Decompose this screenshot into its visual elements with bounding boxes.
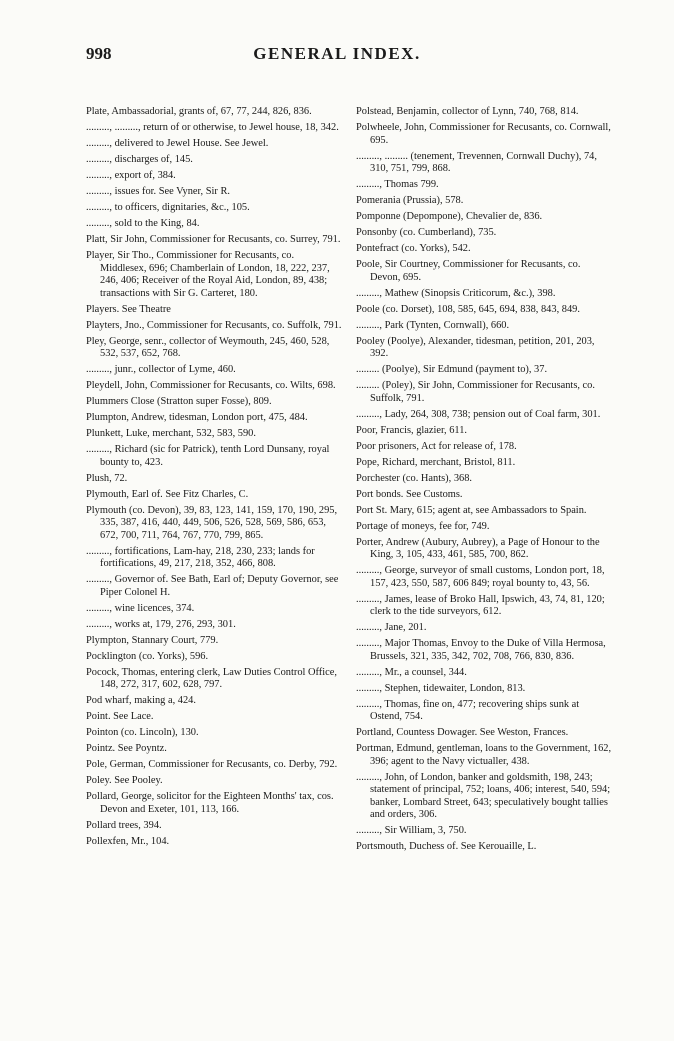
index-entry: Pooley (Poolye), Alexander, tidesman, petition, 201, 203, 392. bbox=[356, 335, 595, 359]
index-entry: ........., Thomas 799. bbox=[356, 179, 439, 190]
index-entry: ........., wine licences, 374. bbox=[86, 602, 195, 614]
index-entry: Pomerania (Prussia), 578. bbox=[356, 195, 464, 206]
index-entry: Poor, Francis, glazier, 611. bbox=[356, 424, 468, 436]
index-entry: ........., ......... (tenement, Trevennen, Cornwall Duchy), 74, 310, 751, 799, 868. bbox=[356, 150, 597, 174]
index-entry: Pollexfen, Mr., 104. bbox=[86, 835, 170, 847]
index-entry: Player, Sir Tho., Commissioner for Recusants, co. Middlesex, 696; Chamberlain of London, 18, 222, 237, 246, 406; Receiver of the Royal Aid, London, 89, 438; transactions with Sir G. Carteret, 180. bbox=[86, 250, 330, 299]
index-entry: Poley. See Pooley. bbox=[86, 775, 163, 786]
index-entry: ........., George, surveyor of small customs, London port, 18, 157, 423, 550, 587, 606 849; royal bounty to, 43, 56. bbox=[356, 565, 605, 589]
index-entry: Pleydell, John, Commissioner for Recusants, co. Wilts, 698. bbox=[86, 380, 336, 391]
index-entry: Players. See Theatre bbox=[86, 303, 171, 315]
index-entry: Pointz. See Poyntz. bbox=[86, 743, 167, 754]
index-entry: Pontefract (co. Yorks), 542. bbox=[356, 243, 471, 254]
index-entry: Pocock, Thomas, entering clerk, Law Duties Control Office, 148, 272, 317, 602, 628, 797. bbox=[86, 666, 337, 690]
index-entry: Poole, Sir Courtney, Commissioner for Recusants, co. Devon, 695. bbox=[356, 259, 581, 283]
index-entry: Pollard trees, 394. bbox=[86, 819, 162, 831]
index-entry: ........., Richard (sic for Patrick), tenth Lord Dunsany, royal bounty to, 423. bbox=[86, 444, 330, 468]
index-column-right bbox=[356, 106, 613, 857]
index-entry: Pointon (co. Lincoln), 130. bbox=[86, 727, 199, 738]
index-entry: Portland, Countess Dowager. See Weston, Frances. bbox=[356, 727, 569, 738]
index-entry: Pole, German, Commissioner for Recusants, co. Derby, 792. bbox=[86, 759, 338, 770]
index-entry: ........., Major Thomas, Envoy to the Duke of Villa Hermosa, Brussels, 321, 335, 342, 702, 708, 766, 830, 836. bbox=[356, 638, 606, 662]
index-entry: ........., Governor of. See Bath, Earl of; Deputy Governor, see Piper Colonel H. bbox=[86, 574, 339, 598]
index-entry: Portman, Edmund, gentleman, loans to the Government, 162, 396; agent to the Navy victualler, 438. bbox=[356, 743, 612, 767]
index-entry: Portage of moneys, fee for, 749. bbox=[356, 520, 490, 532]
index-entry: ........., Thomas, fine on, 477; recovering ships sunk at Ostend, 754. bbox=[356, 698, 580, 722]
index-entry: ........., sold to the King, 84. bbox=[86, 218, 200, 229]
index-entry: ........., John, of London, banker and goldsmith, 198, 243; statement of principal, 752; loans, 406; interest, 540, 594; banker, Lombard Street, 643; speculatively bought tallies and orders, 306. bbox=[356, 771, 611, 820]
index-entry: ........., junr., collector of Lyme, 460. bbox=[86, 364, 236, 375]
index-entry: ........., to officers, dignitaries, &c., 105. bbox=[86, 202, 250, 213]
index-entry: Playters, Jno., Commissioner for Recusants, co. Suffolk, 791. bbox=[86, 319, 342, 331]
index-entry: ........., export of, 384. bbox=[86, 170, 176, 181]
index-entry: Pley, George, senr., collector of Weymouth, 245, 460, 528, 532, 537, 652, 768. bbox=[86, 335, 330, 359]
index-entry: Point. See Lace. bbox=[86, 711, 154, 722]
index-entry: Polstead, Benjamin, collector of Lynn, 740, 768, 814. bbox=[356, 106, 579, 117]
index-entry: Pod wharf, making a, 424. bbox=[86, 695, 196, 706]
index-entry: Pocklington (co. Yorks), 596. bbox=[86, 650, 209, 662]
index-entry: ........., Mr., a counsel, 344. bbox=[356, 666, 467, 678]
index-entry: Plympton, Stannary Court, 779. bbox=[86, 634, 219, 646]
index-entry: Plymouth, Earl of. See Fitz Charles, C. bbox=[86, 488, 249, 500]
index-entry: ........., issues for. See Vyner, Sir R. bbox=[86, 186, 230, 197]
index-entry: Pope, Richard, merchant, Bristol, 811. bbox=[356, 456, 516, 468]
index-entry: Plush, 72. bbox=[86, 472, 128, 484]
index-entry: Platt, Sir John, Commissioner for Recusants, co. Surrey, 791. bbox=[86, 234, 341, 245]
index-entry: ........., delivered to Jewel House. See Jewel. bbox=[86, 138, 269, 149]
index-entry: ........., Jane, 201. bbox=[356, 622, 427, 633]
index-entry: Ponsonby (co. Cumberland), 735. bbox=[356, 227, 497, 238]
index-entry: Porchester (co. Hants), 368. bbox=[356, 472, 472, 484]
index-entry: ........., ........., return of or otherwise, to Jewel house, 18, 342. bbox=[86, 122, 339, 133]
index-entry: ........., Mathew (Sinopsis Criticorum, &c.), 398. bbox=[356, 287, 556, 299]
page-number: 998 bbox=[86, 44, 112, 63]
index-entry: ........., Stephen, tidewaiter, London, 813. bbox=[356, 682, 526, 694]
index-entry: Plumpton, Andrew, tidesman, London port, 475, 484. bbox=[86, 412, 308, 423]
index-entry: Plate, Ambassadorial, grants of, 67, 77, 244, 826, 836. bbox=[86, 106, 312, 117]
index-entry: Porter, Andrew (Aubury, Aubrey), a Page of Honour to the King, 3, 105, 433, 461, 585, 700, 862. bbox=[356, 536, 600, 560]
index-entry: ........., works at, 179, 276, 293, 301. bbox=[86, 618, 236, 630]
index-entry: Poole (co. Dorset), 108, 585, 645, 694, 838, 843, 849. bbox=[356, 303, 580, 315]
index-entry: ......... (Poley), Sir John, Commissioner for Recusants, co. Suffolk, 791. bbox=[356, 380, 595, 404]
running-title: GENERAL INDEX. bbox=[253, 44, 421, 63]
index-entry: Pomponne (Depompone), Chevalier de, 836. bbox=[356, 211, 543, 222]
index-entry: Plymouth (co. Devon), 39, 83, 123, 141, 159, 170, 190, 295, 335, 387, 416, 440, 449, 506, 526, 528, 569, 586, 653, 672, 700, 711, 764, 767, 770, 799, 865. bbox=[86, 504, 338, 541]
index-entry: Portsmouth, Duchess of. See Kerouaille, L. bbox=[356, 841, 537, 852]
index-entry: ........., James, lease of Broko Hall, Ipswich, 43, 74, 81, 120; clerk to the tide surveyors, 612. bbox=[356, 593, 605, 617]
index-entry: ........., Park (Tynten, Cornwall), 660. bbox=[356, 319, 510, 331]
index-entry: Port St. Mary, 615; agent at, see Ambassadors to Spain. bbox=[356, 504, 587, 516]
index-column-left bbox=[86, 106, 343, 852]
index-entry: Plummers Close (Stratton super Fosse), 809. bbox=[86, 396, 272, 407]
index-entry: ........., Lady, 264, 308, 738; pension out of Coal farm, 301. bbox=[356, 408, 601, 420]
index-entry: Polwheele, John, Commissioner for Recusants, co. Cornwall, 695. bbox=[356, 122, 611, 146]
index-entry: ......... (Poolye), Sir Edmund (payment to), 37. bbox=[356, 364, 548, 375]
index-entry: Plunkett, Luke, merchant, 532, 583, 590. bbox=[86, 428, 256, 439]
index-entry: Port bonds. See Customs. bbox=[356, 488, 463, 500]
index-entry: ........., discharges of, 145. bbox=[86, 154, 193, 165]
index-entry: ........., fortifications, Lam-hay, 218, 230, 233; lands for fortifications, 49, 217, 218, 352, 466, 808. bbox=[86, 545, 315, 569]
index-entry: Poor prisoners, Act for release of, 178. bbox=[356, 440, 517, 452]
index-entry: ........., Sir William, 3, 750. bbox=[356, 825, 467, 836]
index-entry: Pollard, George, solicitor for the Eighteen Months' tax, cos. Devon and Exeter, 101, 113, 166. bbox=[86, 791, 334, 815]
